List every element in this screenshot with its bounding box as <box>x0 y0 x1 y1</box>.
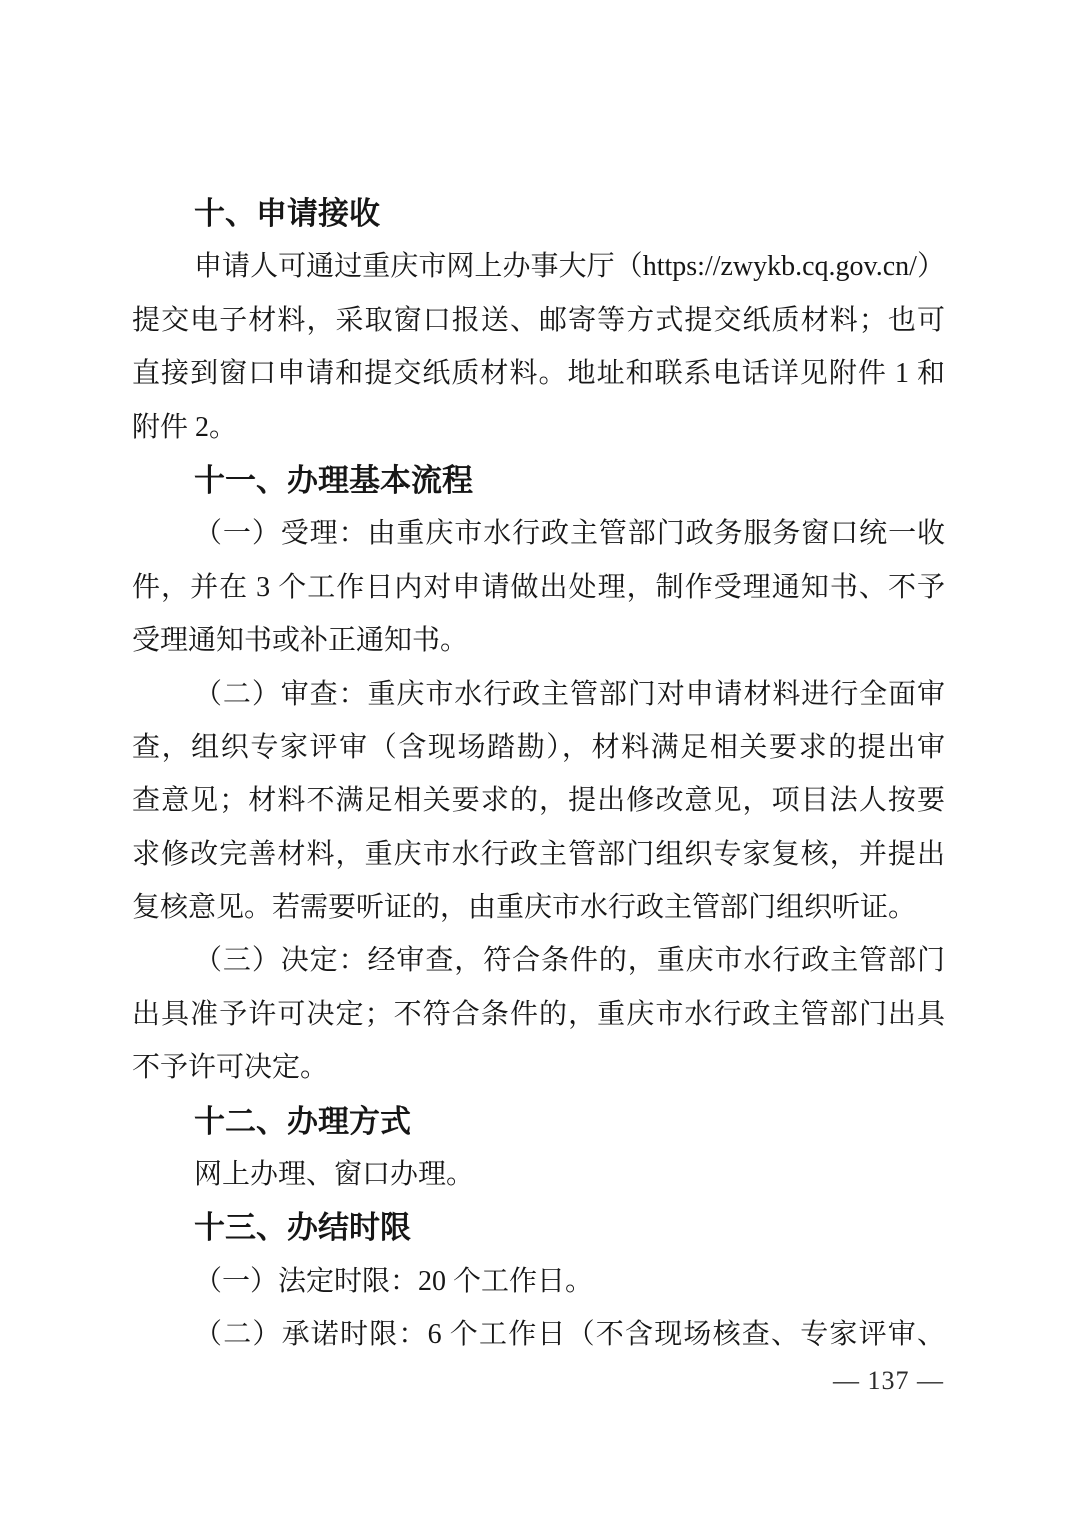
paragraph-line: （一）受理：由重庆市水行政主管部门政务服务窗口统一收 <box>194 518 945 550</box>
paragraph-line: （二）审查：重庆市水行政主管部门对申请材料进行全面审 <box>194 678 945 710</box>
paragraph-line: 申请人可通过重庆市网上办事大厅（https://zwykb.cq.gov.cn/） <box>194 251 945 283</box>
section-heading-13: 十三、办结时限 <box>194 1210 411 1246</box>
paragraph-line: （一）法定时限：20 个工作日。 <box>194 1265 594 1297</box>
paragraph-line: 不予许可决定。 <box>132 1052 329 1084</box>
document-body <box>132 187 945 1362</box>
paragraph-line: （三）决定：经审查，符合条件的，重庆市水行政主管部门 <box>194 945 945 977</box>
section-heading-11: 十一、办理基本流程 <box>194 462 473 498</box>
paragraph-line: 查意见；材料不满足相关要求的，提出修改意见，项目法人按要 <box>132 785 945 817</box>
section-heading-12: 十二、办理方式 <box>194 1103 411 1139</box>
section-heading-10: 十、申请接收 <box>194 196 380 231</box>
paragraph-line: 件，并在 3 个工作日内对申请做出处理，制作受理通知书、不予 <box>132 571 945 603</box>
paragraph-line: 直接到窗口申请和提交纸质材料。地址和联系电话详见附件 1 和 <box>132 358 945 390</box>
page-number: — 137 — <box>833 1366 944 1395</box>
paragraph-line: 提交电子材料，采取窗口报送、邮寄等方式提交纸质材料；也可 <box>132 304 945 336</box>
paragraph-line: 出具准予许可决定；不符合条件的，重庆市水行政主管部门出具 <box>132 998 945 1030</box>
paragraph-line: 受理通知书或补正通知书。 <box>132 625 469 657</box>
paragraph-line: （二）承诺时限：6 个工作日（不含现场核查、专家评审、 <box>194 1319 945 1351</box>
paragraph-line: 求修改完善材料，重庆市水行政主管部门组织专家复核，并提出 <box>132 838 945 870</box>
paragraph-line: 查，组织专家评审（含现场踏勘），材料满足相关要求的提出审 <box>132 731 945 763</box>
paragraph-line: 网上办理、窗口办理。 <box>194 1159 475 1191</box>
paragraph-line: 复核意见。若需要听证的，由重庆市水行政主管部门组织听证。 <box>132 892 917 924</box>
paragraph-line: 附件 2。 <box>132 411 238 443</box>
